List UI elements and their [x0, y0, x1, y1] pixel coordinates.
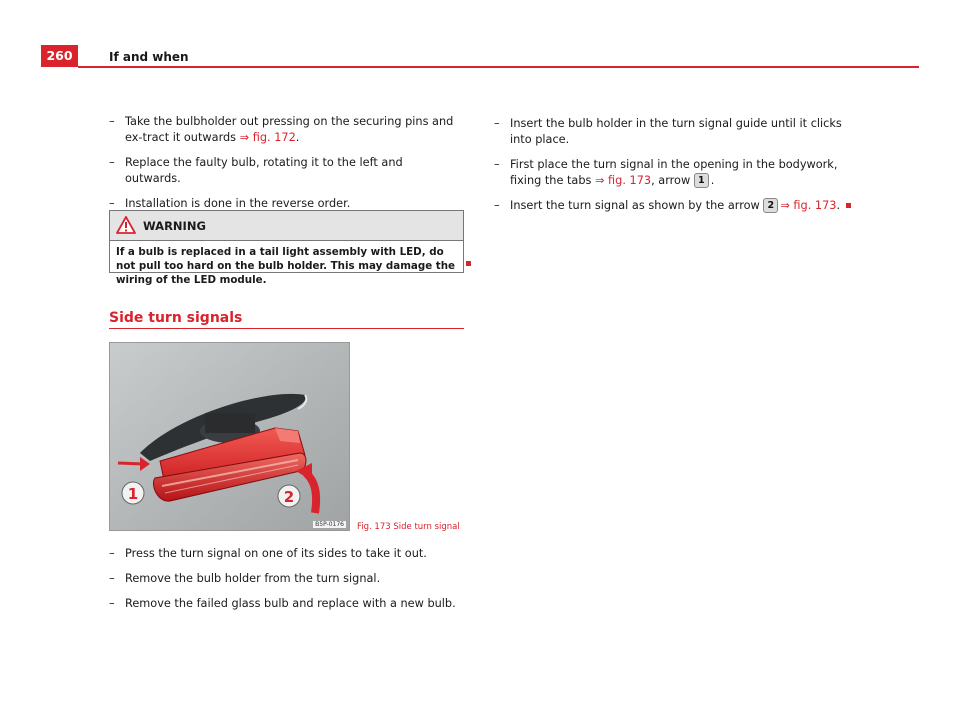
dash: – — [494, 199, 500, 212]
figure-code: B5P-0176 — [315, 521, 344, 528]
step-text: First place the turn signal in the opening in the bodywork, fixing the tabs — [510, 158, 838, 187]
step-text: Replace the faulty bulb, rotating it to the left and outwards. — [125, 156, 403, 185]
dash: – — [109, 115, 115, 128]
section-end-mark — [846, 203, 851, 208]
section-rule — [109, 328, 464, 329]
section-heading: Side turn signals — [109, 310, 243, 326]
warning-header — [110, 211, 463, 241]
figure-side-turn-signal — [109, 342, 350, 531]
figure-reference-link[interactable]: ⇒ fig. 173 — [780, 199, 837, 212]
arrow-2-badge: 2 — [763, 198, 778, 213]
callout-1: 1 — [127, 485, 139, 503]
dash: – — [109, 572, 115, 585]
header-rule — [78, 66, 919, 68]
step-text: Remove the bulb holder from the turn signal. — [125, 572, 381, 585]
list-item — [494, 116, 856, 148]
section-end-mark — [466, 261, 471, 266]
list-item — [109, 114, 454, 146]
list-item — [109, 596, 464, 612]
dash: – — [494, 117, 500, 130]
dash: – — [109, 197, 115, 210]
list-item — [494, 198, 856, 214]
callout-2: 2 — [283, 488, 295, 506]
dash: – — [109, 597, 115, 610]
step-text: Press the turn signal on one of its sides to take it out. — [125, 547, 427, 560]
warning-triangle-icon — [116, 216, 136, 238]
figure-caption: Fig. 173 Side turn signal — [357, 522, 460, 532]
dash: – — [494, 158, 500, 171]
list-item — [109, 546, 464, 562]
step-text: Remove the failed glass bulb and replace with a new bulb. — [125, 597, 456, 610]
list-item — [109, 155, 454, 187]
step-suffix: . — [710, 174, 715, 187]
warning-title: WARNING — [143, 219, 206, 233]
warning-box — [109, 210, 464, 286]
step-text: Insert the bulb holder in the turn signal guide until it clicks into place. — [510, 117, 842, 146]
page-number: 260 — [41, 45, 78, 67]
warning-text: If a bulb is replaced in a tail light assembly with LED, do not pull too hard on the bulb holder. This may damage the wiring of the LED module. — [116, 246, 456, 286]
step-text: Insert the turn signal as shown by the arrow — [510, 199, 764, 212]
left-steps-bottom — [109, 546, 464, 621]
turn-signal-illustration — [110, 343, 350, 531]
dash: – — [109, 547, 115, 560]
figure-reference-link[interactable]: ⇒ fig. 173 — [595, 174, 652, 187]
arrow-1-badge: 1 — [694, 173, 709, 188]
list-item — [494, 157, 856, 189]
step-text: , arrow — [651, 174, 694, 187]
header-title: If and when — [109, 50, 189, 64]
right-steps — [494, 116, 856, 223]
figure-reference-link[interactable]: ⇒ fig. 172 — [239, 131, 296, 144]
step-text: Installation is done in the reverse order. — [125, 197, 351, 210]
list-item — [109, 571, 464, 587]
step-suffix: . — [836, 199, 841, 212]
step-text: Take the bulbholder out pressing on the securing pins and ex-tract it outwards — [125, 115, 454, 144]
step-suffix: . — [295, 131, 300, 144]
dash: – — [109, 156, 115, 169]
left-steps-top — [109, 114, 454, 221]
